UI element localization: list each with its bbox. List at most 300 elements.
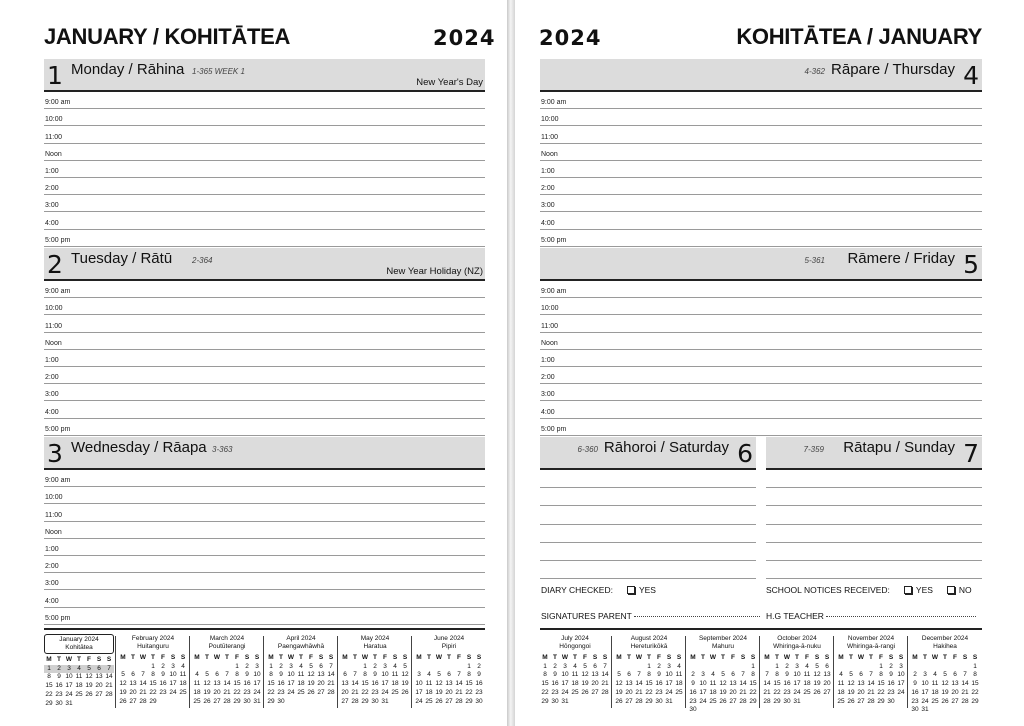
time-slot[interactable] [540, 384, 982, 401]
mini-calendar-day: 23 [55, 690, 63, 698]
mini-calendar-day: 22 [233, 688, 241, 696]
time-slot[interactable] [44, 573, 485, 590]
school-notices-row [766, 585, 972, 595]
mini-calendar-day: 27 [341, 697, 349, 705]
mini-calendar-month: June 2024 [433, 635, 465, 642]
empty-cell [856, 663, 866, 672]
mini-calendar-day: 23 [911, 697, 919, 705]
mini-calendar-month: March 2024 [209, 635, 245, 642]
day-header [44, 248, 485, 281]
mini-calendar-day: 29 [45, 699, 53, 707]
time-label: Noon [541, 339, 558, 347]
weekday-letter: S [750, 654, 756, 661]
mini-calendar [688, 634, 758, 715]
mini-calendar-day: 2 [657, 662, 661, 670]
time-slot[interactable] [44, 350, 485, 367]
mini-calendar-day: 21 [763, 688, 771, 696]
empty-cell [424, 663, 434, 672]
mini-calendar-day: 5 [84, 665, 94, 674]
time-label: 11:00 [45, 133, 62, 141]
mini-calendar-day: 9 [373, 671, 377, 679]
mini-calendar-day: 22 [773, 688, 781, 696]
mini-calendar-day: 8 [151, 671, 155, 679]
mini-calendar-day: 10 [415, 680, 423, 688]
mini-calendar-day: 20 [95, 682, 103, 690]
mini-calendar-day: 30 [55, 699, 63, 707]
mini-calendar-day: 5 [849, 671, 853, 679]
hg-teacher-line[interactable] [826, 616, 976, 617]
mini-calendar-maori-month: Kohitātea [65, 644, 93, 651]
mini-calendar-day: 19 [813, 680, 821, 688]
mini-calendar-day: 23 [277, 688, 285, 696]
school-notices-yes-checkbox[interactable] [904, 586, 912, 594]
mini-calendar-day: 16 [277, 680, 285, 688]
mini-calendar [614, 634, 684, 706]
mini-calendar-day: 7 [963, 671, 967, 679]
mini-calendar-day: 25 [193, 697, 201, 705]
mini-calendar-day: 18 [837, 688, 845, 696]
mini-calendar-day: 18 [571, 680, 579, 688]
mini-calendar-day: 29 [645, 697, 653, 705]
time-slot[interactable] [44, 556, 485, 573]
time-slot[interactable] [44, 504, 485, 521]
mini-calendar [762, 634, 832, 706]
mini-calendar-day: 12 [581, 671, 589, 679]
mini-calendar-day: 1 [235, 662, 239, 670]
mini-calendar-day: 23 [689, 697, 697, 705]
weekday-letter: T [923, 654, 927, 661]
mini-calendar-day: 4 [393, 662, 397, 670]
mini-calendar-day: 2 [889, 662, 893, 670]
writing-line[interactable] [766, 543, 982, 561]
time-slot[interactable] [44, 230, 485, 247]
weekday-letter: S [466, 654, 472, 661]
mini-calendar-day: 12 [307, 671, 315, 679]
mini-calendar-day: 11 [571, 671, 579, 679]
time-slot[interactable] [540, 419, 982, 436]
mini-calendar-day: 9 [245, 671, 249, 679]
weekday-letter: M [46, 656, 52, 663]
mini-calendar-day: 12 [435, 680, 443, 688]
mini-calendar-day: 3 [171, 662, 175, 670]
weekday-letter: S [602, 654, 608, 661]
writing-line[interactable] [766, 561, 982, 579]
mini-calendar-header [340, 634, 410, 652]
mini-calendar-day: 16 [911, 688, 919, 696]
mini-calendar-day: 26 [203, 697, 211, 705]
time-slot[interactable] [44, 178, 485, 195]
mini-calendar-day: 9 [57, 673, 61, 681]
mini-calendar-day: 17 [699, 688, 707, 696]
time-slot[interactable] [540, 401, 982, 418]
writing-line[interactable] [540, 543, 756, 561]
mini-calendar-day: 15 [361, 680, 369, 688]
time-label: 9:00 am [45, 99, 71, 107]
time-slot[interactable] [44, 487, 485, 504]
mini-calendar-day: 17 [793, 680, 801, 688]
mini-calendar-day: 10 [699, 680, 707, 688]
weekday-letter: F [383, 654, 387, 661]
mini-calendar-day: 15 [645, 680, 653, 688]
time-slot[interactable] [44, 298, 485, 315]
page-year-right: 2024 [539, 26, 602, 50]
time-slot[interactable] [540, 230, 982, 247]
mini-calendar-day: 3 [795, 662, 799, 670]
time-slot[interactable] [44, 419, 485, 436]
weekday-letter: S [170, 654, 176, 661]
mini-calendar-day: 21 [351, 688, 359, 696]
mini-calendar-day: 31 [381, 697, 389, 705]
mini-calendar-day: 19 [719, 688, 727, 696]
time-label: 9:00 am [541, 288, 567, 296]
time-slot[interactable] [540, 92, 982, 109]
mini-calendar-day: 17 [65, 682, 73, 690]
mini-calendar-day: 24 [169, 688, 177, 696]
mini-calendar-day: 20 [951, 688, 959, 696]
time-slot[interactable] [44, 161, 485, 178]
mini-calendar-day: 17 [169, 680, 177, 688]
time-slot[interactable] [44, 333, 485, 350]
time-slot[interactable] [44, 522, 485, 539]
weekday-letter: S [180, 654, 186, 661]
mini-calendar-strip-left [44, 628, 485, 708]
mini-calendar-day: 1 [269, 662, 273, 670]
mini-calendar-divider [263, 636, 264, 708]
empty-cell [340, 663, 350, 672]
writing-line[interactable] [540, 470, 756, 488]
signatures-parent-row[interactable] [541, 611, 760, 621]
mini-calendar-day: 26 [941, 697, 949, 705]
mini-calendar-month: October 2024 [777, 635, 817, 642]
mini-calendar-day: 11 [425, 680, 433, 688]
time-slot[interactable] [44, 470, 485, 487]
mini-calendar-day: 29 [233, 697, 241, 705]
mini-calendar-day: 14 [635, 680, 643, 688]
time-slot[interactable] [44, 281, 485, 298]
mini-calendar-day: 22 [749, 688, 757, 696]
day-of-year: 2-364 [192, 256, 213, 265]
signatures-parent-label: SIGNATURES PARENT [541, 611, 632, 621]
mini-calendar-day: 1 [647, 662, 651, 670]
day-name: Rāhoroi / Saturday [603, 439, 729, 456]
mini-calendar-day: 30 [887, 697, 895, 705]
day-name: Rāpare / Thursday [831, 61, 955, 78]
day-number: 1 [47, 61, 63, 90]
mini-calendar-day: 21 [455, 688, 463, 696]
time-slot[interactable] [44, 367, 485, 384]
day-of-year: 4-362 [804, 67, 825, 76]
mini-calendar-day: 10 [253, 671, 261, 679]
day-name: Tuesday / Rātū [71, 250, 173, 267]
mini-calendar-day: 3 [563, 662, 567, 670]
mini-calendar-day: 24 [897, 688, 905, 696]
empty-cell [688, 663, 698, 672]
empty-cell [836, 663, 846, 672]
weekday-letter: S [898, 654, 904, 661]
mini-calendar-day: 8 [363, 671, 367, 679]
mini-calendar-day: 27 [951, 697, 959, 705]
mini-calendar-day: 28 [601, 688, 609, 696]
time-slot[interactable] [44, 126, 485, 143]
mini-calendar-day: 31 [793, 697, 801, 705]
mini-calendar-day: 19 [615, 688, 623, 696]
mini-calendar-day: 20 [129, 688, 137, 696]
mini-calendar [192, 634, 262, 706]
mini-calendar-day: 5 [309, 662, 313, 670]
writing-line[interactable] [766, 525, 982, 543]
mini-calendar-day: 13 [625, 680, 633, 688]
time-slot[interactable] [44, 315, 485, 332]
hg-teacher-row[interactable] [766, 611, 976, 621]
mini-calendar-day: 27 [823, 688, 831, 696]
time-label: 1:00 [541, 356, 555, 364]
mini-calendar-day: 13 [445, 680, 453, 688]
empty-cell [960, 663, 970, 672]
mini-calendar-day: 30 [911, 706, 919, 714]
mini-calendar-header [118, 634, 188, 652]
mini-calendar-header [266, 634, 336, 652]
weekday-letter: T [279, 654, 283, 661]
time-slot[interactable] [540, 161, 982, 178]
time-slot[interactable] [44, 195, 485, 212]
mini-calendar-day: 29 [361, 697, 369, 705]
weekday-letter: T [795, 654, 799, 661]
time-slot[interactable] [44, 212, 485, 229]
mini-calendar-day: 13 [591, 671, 599, 679]
weekend-block [540, 437, 756, 579]
day-number: 2 [47, 250, 63, 279]
mini-calendar-day: 27 [729, 697, 737, 705]
mini-calendar-day: 14 [601, 671, 609, 679]
mini-calendar-day: 14 [105, 673, 113, 681]
mini-calendar-day: 23 [159, 688, 167, 696]
mini-calendar-strip-right [540, 628, 982, 714]
time-label: 11:00 [45, 322, 62, 330]
time-slot[interactable] [44, 109, 485, 126]
mini-calendar-day: 11 [297, 671, 305, 679]
mini-calendar-divider [337, 636, 338, 708]
empty-cell [866, 663, 876, 672]
mini-calendar-day: 4 [427, 671, 431, 679]
time-slot[interactable] [44, 92, 485, 109]
time-slot[interactable] [44, 401, 485, 418]
weekday-letter: T [721, 654, 725, 661]
time-slot[interactable] [540, 298, 982, 315]
weekday-letter: M [342, 654, 348, 661]
mini-calendar-grid [192, 654, 262, 706]
empty-cell [930, 663, 940, 672]
day-of-year: 6-360 [577, 445, 598, 454]
mini-calendar-maori-month: Poutūterangi [208, 643, 246, 650]
empty-cell [222, 663, 232, 672]
mini-calendar-day: 23 [371, 688, 379, 696]
mini-calendar-day: 23 [655, 688, 663, 696]
mini-calendar-day: 9 [279, 671, 283, 679]
time-slot[interactable] [540, 178, 982, 195]
mini-calendar-day: 30 [371, 697, 379, 705]
mini-calendar-day: 16 [55, 682, 63, 690]
mini-calendar-day: 9 [553, 671, 557, 679]
weekday-letter: F [953, 654, 957, 661]
writing-line[interactable] [540, 488, 756, 506]
mini-calendar-grid [688, 654, 758, 715]
mini-calendar-day: 11 [75, 673, 83, 681]
mini-calendar-day: 28 [105, 690, 113, 698]
mini-calendar-header [540, 634, 610, 652]
weekday-letter: W [931, 654, 939, 661]
mini-calendar-day: 14 [327, 671, 335, 679]
time-label: 1:00 [45, 356, 59, 364]
mini-calendar-day: 28 [223, 697, 231, 705]
mini-calendar-grid [340, 654, 410, 706]
mini-calendar-day: 10 [65, 673, 73, 681]
diary-checked-label: DIARY CHECKED: [541, 585, 613, 595]
time-slot[interactable] [44, 144, 485, 161]
mini-calendar-day: 12 [719, 680, 727, 688]
mini-calendar-day: 27 [317, 688, 325, 696]
mini-calendar-day: 18 [193, 688, 201, 696]
time-label: 5:00 pm [541, 236, 567, 244]
time-slot[interactable] [540, 315, 982, 332]
mini-calendar-day: 13 [95, 673, 103, 681]
school-notices-yes-label: YES [915, 585, 933, 595]
empty-cell [940, 663, 950, 672]
mini-calendar-day: 25 [391, 688, 399, 696]
writing-line[interactable] [540, 561, 756, 579]
mini-calendar-day: 28 [867, 697, 875, 705]
mini-calendar-day: 16 [887, 680, 895, 688]
empty-cell [212, 663, 222, 672]
mini-calendar-day: 18 [75, 682, 83, 690]
time-slot[interactable] [540, 333, 982, 350]
time-label: 3:00 [45, 580, 59, 588]
weekday-letter: S [972, 654, 978, 661]
time-slot[interactable] [44, 608, 485, 625]
time-slot[interactable] [44, 384, 485, 401]
mini-calendar-day: 18 [675, 680, 683, 688]
time-label: 2:00 [541, 185, 555, 193]
mini-calendar-day: 28 [327, 688, 335, 696]
mini-calendar-day: 12 [813, 671, 821, 679]
mini-calendar-day: 29 [267, 697, 275, 705]
mini-calendar-day: 11 [675, 671, 683, 679]
mini-calendar-day: 20 [823, 680, 831, 688]
mini-calendar-day: 31 [561, 697, 569, 705]
mini-calendar-day: 28 [139, 697, 147, 705]
mini-calendar-day: 1 [751, 662, 755, 670]
mini-calendar [540, 634, 610, 706]
day-number: 5 [963, 250, 979, 279]
holiday-label: New Year Holiday (NZ) [386, 266, 483, 277]
time-slot[interactable] [540, 350, 982, 367]
mini-calendar-day: 6 [447, 671, 451, 679]
empty-cell [718, 663, 728, 672]
time-slot[interactable] [44, 539, 485, 556]
mini-calendar-day: 29 [465, 697, 473, 705]
mini-calendar-divider [759, 636, 760, 708]
mini-calendar-day: 8 [647, 671, 651, 679]
left-page [0, 0, 507, 726]
mini-calendar-day: 8 [47, 673, 51, 681]
mini-calendar-day: 22 [465, 688, 473, 696]
weekday-letter: S [824, 654, 830, 661]
mini-calendar-day: 2 [54, 665, 64, 674]
mini-calendar-day: 26 [85, 690, 93, 698]
mini-calendar-day: 9 [785, 671, 789, 679]
writing-line[interactable] [540, 525, 756, 543]
time-slot[interactable] [540, 212, 982, 229]
mini-calendar-day: 24 [921, 697, 929, 705]
weekday-letter: F [731, 654, 735, 661]
mini-calendar-day: 1 [543, 662, 547, 670]
time-slot[interactable] [540, 144, 982, 161]
mini-calendar-day: 17 [381, 680, 389, 688]
time-slot[interactable] [540, 195, 982, 212]
empty-cell [950, 663, 960, 672]
time-slot[interactable] [540, 281, 982, 298]
mini-calendar [836, 634, 906, 706]
time-label: 10:00 [45, 305, 63, 313]
writing-line[interactable] [766, 488, 982, 506]
weekday-letter: S [106, 656, 112, 663]
mini-calendar-day: 24 [665, 688, 673, 696]
school-notices-no-checkbox[interactable] [947, 586, 955, 594]
mini-calendar-day: 7 [603, 662, 607, 670]
day-header [44, 59, 485, 92]
writing-line[interactable] [766, 470, 982, 488]
day-block [540, 248, 982, 436]
weekday-letter: T [943, 654, 947, 661]
weekday-letter: F [309, 654, 313, 661]
mini-calendar-day: 17 [287, 680, 295, 688]
mini-calendar-day: 30 [475, 697, 483, 705]
writing-line[interactable] [540, 506, 756, 524]
mini-calendar-day: 15 [877, 680, 885, 688]
mini-calendar-maori-month: Hereturikōkā [630, 643, 668, 650]
weekend-block [766, 437, 982, 579]
time-slot[interactable] [44, 590, 485, 607]
mini-calendar-day: 3 [923, 671, 927, 679]
mini-calendar-day: 30 [689, 706, 697, 714]
mini-calendar-day: 26 [615, 697, 623, 705]
weekday-letter: T [627, 654, 631, 661]
empty-cell [434, 663, 444, 672]
mini-calendar-day: 19 [203, 688, 211, 696]
diary-checked-yes-checkbox[interactable] [627, 586, 635, 594]
time-slot[interactable] [540, 367, 982, 384]
mini-calendar-maori-month: Pipiri [441, 643, 457, 650]
weekday-letter: T [447, 654, 451, 661]
time-slot[interactable] [540, 109, 982, 126]
mini-calendar-day: 4 [839, 671, 843, 679]
mini-calendar-day: 13 [213, 680, 221, 688]
empty-cell [128, 663, 138, 672]
mini-calendar-day: 17 [665, 680, 673, 688]
mini-calendar-day: 10 [793, 671, 801, 679]
mini-calendar-day: 24 [253, 688, 261, 696]
day-block [44, 248, 485, 436]
mini-calendar-day: 13 [951, 680, 959, 688]
weekday-letter: T [553, 654, 557, 661]
signatures-parent-line[interactable] [634, 616, 760, 617]
mini-calendar-day: 20 [625, 688, 633, 696]
mini-calendar-day: 3 [289, 662, 293, 670]
weekday-letter: S [962, 654, 968, 661]
writing-line[interactable] [766, 506, 982, 524]
mini-calendar-day: 21 [739, 688, 747, 696]
time-slot[interactable] [540, 126, 982, 143]
school-notices-label: SCHOOL NOTICES RECEIVED: [766, 585, 890, 595]
